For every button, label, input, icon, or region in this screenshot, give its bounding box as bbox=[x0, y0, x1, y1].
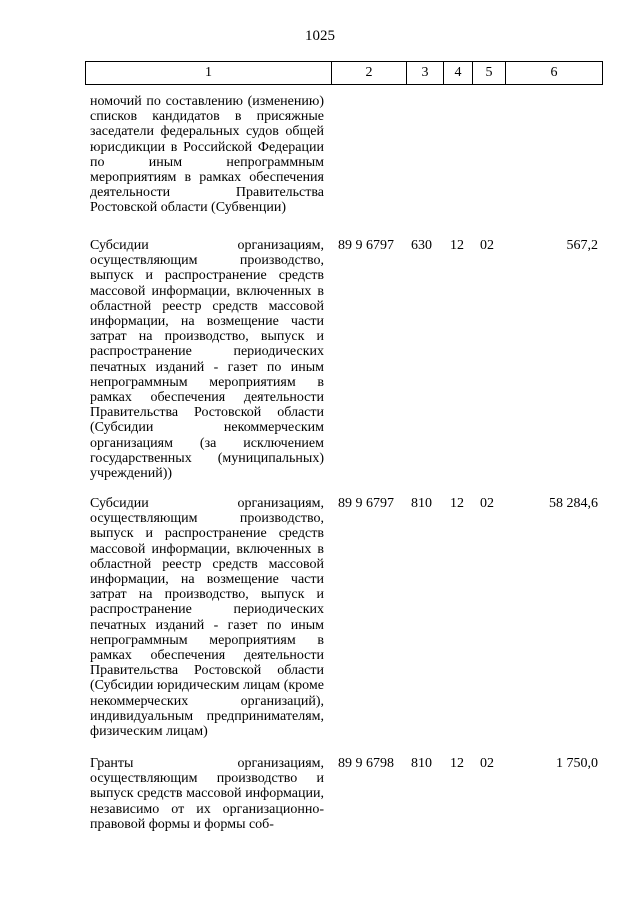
section-code: 12 bbox=[450, 756, 464, 771]
column-header-table bbox=[85, 61, 603, 85]
amount-value: 1 750,0 bbox=[556, 756, 598, 771]
column-header-5: 5 bbox=[473, 62, 506, 85]
subsection-code: 02 bbox=[480, 238, 494, 253]
column-header-row bbox=[86, 62, 603, 85]
target-article-code: 89 9 6797 bbox=[338, 496, 394, 511]
column-header-3: 3 bbox=[407, 62, 444, 85]
expense-type-code: 810 bbox=[411, 496, 432, 511]
column-header-2: 2 bbox=[332, 62, 407, 85]
row-description: Субсидии организациям, осуществляющим производство, выпуск и распространение средств массовой информации, включенных в областной реестр средств массовой информации, на возмещение части затрат на производство, выпуск и распространение периодических печатных изданий - газет по иным непрограммным мероприятиям в рамках обеспечения деятельности Правительства Ростовской области (Субсидии некоммерческим организациям (за исключением государственных (муниципальных) учреждений)) bbox=[90, 238, 324, 482]
page-number: 1025 bbox=[305, 28, 335, 44]
row-description: Гранты организациям, осуществляющим производство и выпуск средств массовой информации, независимо от их организационно-правовой формы и формы соб- bbox=[90, 756, 324, 832]
expense-type-code: 810 bbox=[411, 756, 432, 771]
column-header-1: 1 bbox=[86, 62, 332, 85]
amount-value: 58 284,6 bbox=[549, 496, 598, 511]
section-code: 12 bbox=[450, 496, 464, 511]
target-article-code: 89 9 6797 bbox=[338, 238, 394, 253]
subsection-code: 02 bbox=[480, 496, 494, 511]
subsection-code: 02 bbox=[480, 756, 494, 771]
row-description: номочий по составлению (изменению) списков кандидатов в присяжные заседатели федеральных судов общей юрисдикции в Российской Федерации по иным непрограммным мероприятиям в рамках обеспечения деятельности Правительства Ростовской области (Субвенции) bbox=[90, 94, 324, 216]
target-article-code: 89 9 6798 bbox=[338, 756, 394, 771]
row-description: Субсидии организациям, осуществляющим производство, выпуск и распространение средств массовой информации, включенных в областной реестр средств массовой информации, на возмещение части затрат на производство, выпуск и распространение периодических печатных изданий - газет по иным непрограммным мероприятиям в рамках обеспечения деятельности Правительства Ростовской области (Субсидии юридическим лицам (кроме некоммерческих организаций), индивидуальным предпринимателям, физическим лицам) bbox=[90, 496, 324, 740]
amount-value: 567,2 bbox=[566, 238, 598, 253]
expense-type-code: 630 bbox=[411, 238, 432, 253]
column-header-4: 4 bbox=[444, 62, 473, 85]
section-code: 12 bbox=[450, 238, 464, 253]
column-header-6: 6 bbox=[506, 62, 603, 85]
